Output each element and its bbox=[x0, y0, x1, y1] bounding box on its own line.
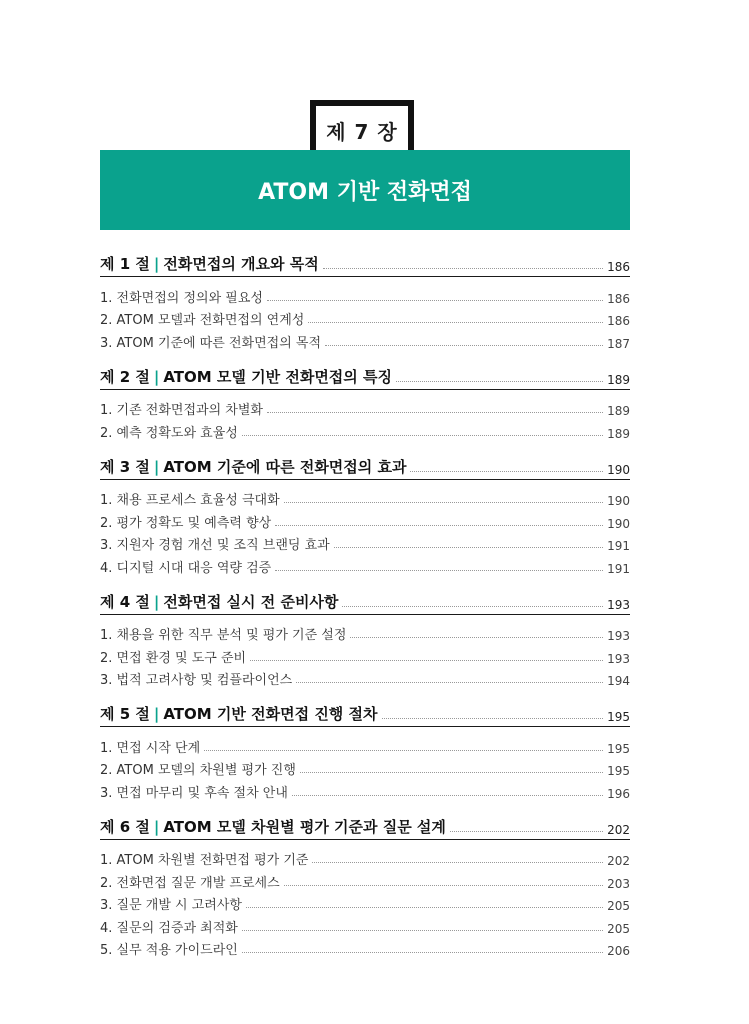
leader-dots bbox=[242, 952, 603, 953]
section-heading-text bbox=[100, 366, 392, 387]
toc-item-title: 2. 면접 환경 및 도구 준비 bbox=[100, 650, 247, 666]
toc-item-title: 3. 면접 마무리 및 후속 절차 안내 bbox=[100, 785, 288, 801]
toc-item[interactable] bbox=[100, 868, 630, 891]
toc-item-page: 191 bbox=[607, 539, 630, 553]
section-title: 전화면접 실시 전 준비사항 bbox=[163, 592, 339, 611]
leader-dots bbox=[300, 772, 603, 773]
toc-item-page: 205 bbox=[607, 921, 630, 936]
section-title: 전화면접의 개요와 목적 bbox=[163, 255, 319, 273]
section-page-number: 202 bbox=[607, 822, 630, 837]
toc-section bbox=[100, 698, 630, 807]
chapter-title-band bbox=[100, 150, 630, 230]
chapter-label-box bbox=[310, 100, 414, 154]
leader-dots bbox=[275, 570, 603, 571]
toc-item-page: 190 bbox=[607, 516, 630, 531]
section-title: ATOM 기준에 따른 전화면접의 효과 bbox=[163, 457, 407, 476]
toc-section bbox=[100, 451, 630, 582]
leader-dots bbox=[267, 412, 603, 413]
leader-dots bbox=[312, 862, 603, 863]
toc-item-title: 3. 법적 고려사항 및 컴플라이언스 bbox=[100, 673, 293, 688]
chapter-label: 제 7 장 bbox=[326, 119, 398, 144]
section-divider bbox=[100, 614, 630, 615]
toc-item[interactable] bbox=[100, 666, 630, 689]
section-heading-text bbox=[100, 591, 338, 612]
leader-dots bbox=[323, 268, 603, 269]
section-page-number: 190 bbox=[607, 462, 630, 477]
leader-dots bbox=[296, 682, 603, 683]
toc-item[interactable] bbox=[100, 306, 630, 329]
toc-item-page: 186 bbox=[607, 314, 630, 328]
toc-item-page: 191 bbox=[607, 561, 630, 576]
toc-item-title: 3. 지원자 경험 개선 및 조직 브랜딩 효과 bbox=[100, 538, 330, 553]
section-heading[interactable] bbox=[100, 586, 630, 612]
toc-section bbox=[100, 586, 630, 695]
toc-item-title: 1. 기존 전화면접과의 차별화 bbox=[100, 403, 263, 418]
toc-item[interactable] bbox=[100, 283, 630, 306]
toc-item[interactable] bbox=[100, 643, 630, 666]
leader-dots bbox=[382, 718, 604, 719]
leader-dots bbox=[334, 547, 603, 548]
leader-dots bbox=[284, 502, 603, 503]
toc-item[interactable] bbox=[100, 418, 630, 441]
leader-dots bbox=[246, 907, 603, 908]
table-of-contents bbox=[100, 244, 630, 964]
leader-dots bbox=[308, 322, 603, 323]
toc-item-title: 4. 디지털 시대 대응 역량 검증 bbox=[100, 560, 272, 576]
toc-item-page: 194 bbox=[607, 674, 630, 688]
section-separator: | bbox=[153, 255, 160, 273]
toc-item[interactable] bbox=[100, 846, 630, 869]
section-separator: | bbox=[153, 457, 160, 476]
leader-dots bbox=[242, 930, 603, 931]
section-page-number: 193 bbox=[607, 597, 630, 612]
leader-dots bbox=[325, 345, 603, 346]
toc-item[interactable] bbox=[100, 756, 630, 779]
section-heading[interactable] bbox=[100, 698, 630, 724]
toc-item-title: 1. ATOM 차원별 전화면접 평가 기준 bbox=[100, 853, 309, 868]
toc-item-title: 1. 채용을 위한 직무 분석 및 평가 기준 설정 bbox=[100, 628, 347, 643]
leader-dots bbox=[267, 300, 603, 301]
section-heading[interactable] bbox=[100, 361, 630, 387]
toc-item-title: 2. 평가 정확도 및 예측력 향상 bbox=[100, 515, 272, 531]
toc-item-page: 203 bbox=[607, 876, 630, 891]
section-title: ATOM 모델 기반 전화면접의 특징 bbox=[163, 367, 392, 386]
toc-item[interactable] bbox=[100, 891, 630, 914]
toc-item[interactable] bbox=[100, 936, 630, 959]
section-page-number: 186 bbox=[607, 260, 630, 274]
section-divider bbox=[100, 276, 630, 277]
section-heading-text bbox=[100, 816, 446, 837]
toc-item-page: 189 bbox=[607, 426, 630, 441]
section-number: 제 4 절 bbox=[100, 592, 150, 611]
toc-item-page: 189 bbox=[607, 404, 630, 418]
chapter-title: ATOM 기반 전화면접 bbox=[258, 179, 472, 205]
toc-item[interactable] bbox=[100, 778, 630, 801]
section-page-number: 195 bbox=[607, 710, 630, 724]
toc-item-title: 2. 예측 정확도와 효율성 bbox=[100, 425, 238, 441]
section-number: 제 5 절 bbox=[100, 705, 150, 723]
toc-item-page: 195 bbox=[607, 741, 630, 756]
section-heading[interactable] bbox=[100, 451, 630, 477]
leader-dots bbox=[250, 660, 603, 661]
toc-item-page: 206 bbox=[607, 944, 630, 958]
section-page-number: 189 bbox=[607, 372, 630, 387]
section-separator: | bbox=[153, 592, 160, 611]
toc-section bbox=[100, 811, 630, 965]
section-heading-text bbox=[100, 456, 406, 477]
leader-dots bbox=[284, 885, 603, 886]
toc-item-page: 196 bbox=[607, 786, 630, 801]
section-number: 제 3 절 bbox=[100, 457, 150, 476]
toc-item-title: 1. 채용 프로세스 효율성 극대화 bbox=[100, 493, 280, 508]
toc-item-page: 195 bbox=[607, 764, 630, 778]
section-divider bbox=[100, 389, 630, 390]
section-heading[interactable] bbox=[100, 811, 630, 837]
toc-item[interactable] bbox=[100, 531, 630, 554]
toc-item[interactable] bbox=[100, 328, 630, 351]
leader-dots bbox=[342, 606, 603, 607]
section-heading-text bbox=[100, 703, 378, 724]
toc-item[interactable] bbox=[100, 621, 630, 644]
leader-dots bbox=[410, 471, 603, 472]
leader-dots bbox=[450, 831, 603, 832]
section-heading[interactable] bbox=[100, 248, 630, 274]
section-title: ATOM 모델 차원별 평가 기준과 질문 설계 bbox=[163, 817, 446, 836]
section-divider bbox=[100, 726, 630, 727]
toc-item-page: 193 bbox=[607, 629, 630, 643]
toc-item-page: 190 bbox=[607, 494, 630, 508]
leader-dots bbox=[204, 750, 603, 751]
section-divider bbox=[100, 479, 630, 480]
toc-item[interactable] bbox=[100, 508, 630, 531]
section-number: 제 6 절 bbox=[100, 817, 150, 836]
toc-section bbox=[100, 248, 630, 357]
toc-item[interactable] bbox=[100, 486, 630, 509]
section-number: 제 2 절 bbox=[100, 367, 150, 386]
toc-item-title: 2. ATOM 모델과 전화면접의 연계성 bbox=[100, 313, 305, 328]
toc-item-title: 2. 전화면접 질문 개발 프로세스 bbox=[100, 875, 280, 891]
section-heading-text bbox=[100, 253, 319, 274]
toc-item-page: 187 bbox=[607, 336, 630, 351]
toc-item-title: 1. 전화면접의 정의와 필요성 bbox=[100, 290, 263, 306]
toc-item-page: 193 bbox=[607, 651, 630, 666]
toc-item-page: 186 bbox=[607, 291, 630, 306]
toc-item-title: 1. 면접 시작 단계 bbox=[100, 740, 201, 756]
section-separator: | bbox=[153, 367, 160, 386]
toc-item-title: 2. ATOM 모델의 차원별 평가 진행 bbox=[100, 763, 296, 778]
leader-dots bbox=[350, 637, 603, 638]
toc-item[interactable] bbox=[100, 733, 630, 756]
section-title: ATOM 기반 전화면접 진행 절차 bbox=[163, 705, 378, 723]
toc-item-title: 5. 실무 적용 가이드라인 bbox=[100, 943, 238, 958]
toc-item-title: 4. 질문의 검증과 최적화 bbox=[100, 920, 238, 936]
toc-item-page: 202 bbox=[607, 854, 630, 868]
toc-section bbox=[100, 361, 630, 447]
section-number: 제 1 절 bbox=[100, 255, 150, 273]
leader-dots bbox=[292, 795, 603, 796]
section-divider bbox=[100, 839, 630, 840]
toc-item-page: 205 bbox=[607, 899, 630, 913]
leader-dots bbox=[242, 435, 603, 436]
section-separator: | bbox=[153, 817, 160, 836]
toc-item[interactable] bbox=[100, 913, 630, 936]
leader-dots bbox=[275, 525, 603, 526]
section-separator: | bbox=[153, 705, 160, 723]
toc-item-title: 3. 질문 개발 시 고려사항 bbox=[100, 898, 242, 913]
toc-item[interactable] bbox=[100, 553, 630, 576]
leader-dots bbox=[396, 381, 603, 382]
toc-item[interactable] bbox=[100, 396, 630, 419]
toc-item-title: 3. ATOM 기준에 따른 전화면접의 목적 bbox=[100, 335, 322, 351]
